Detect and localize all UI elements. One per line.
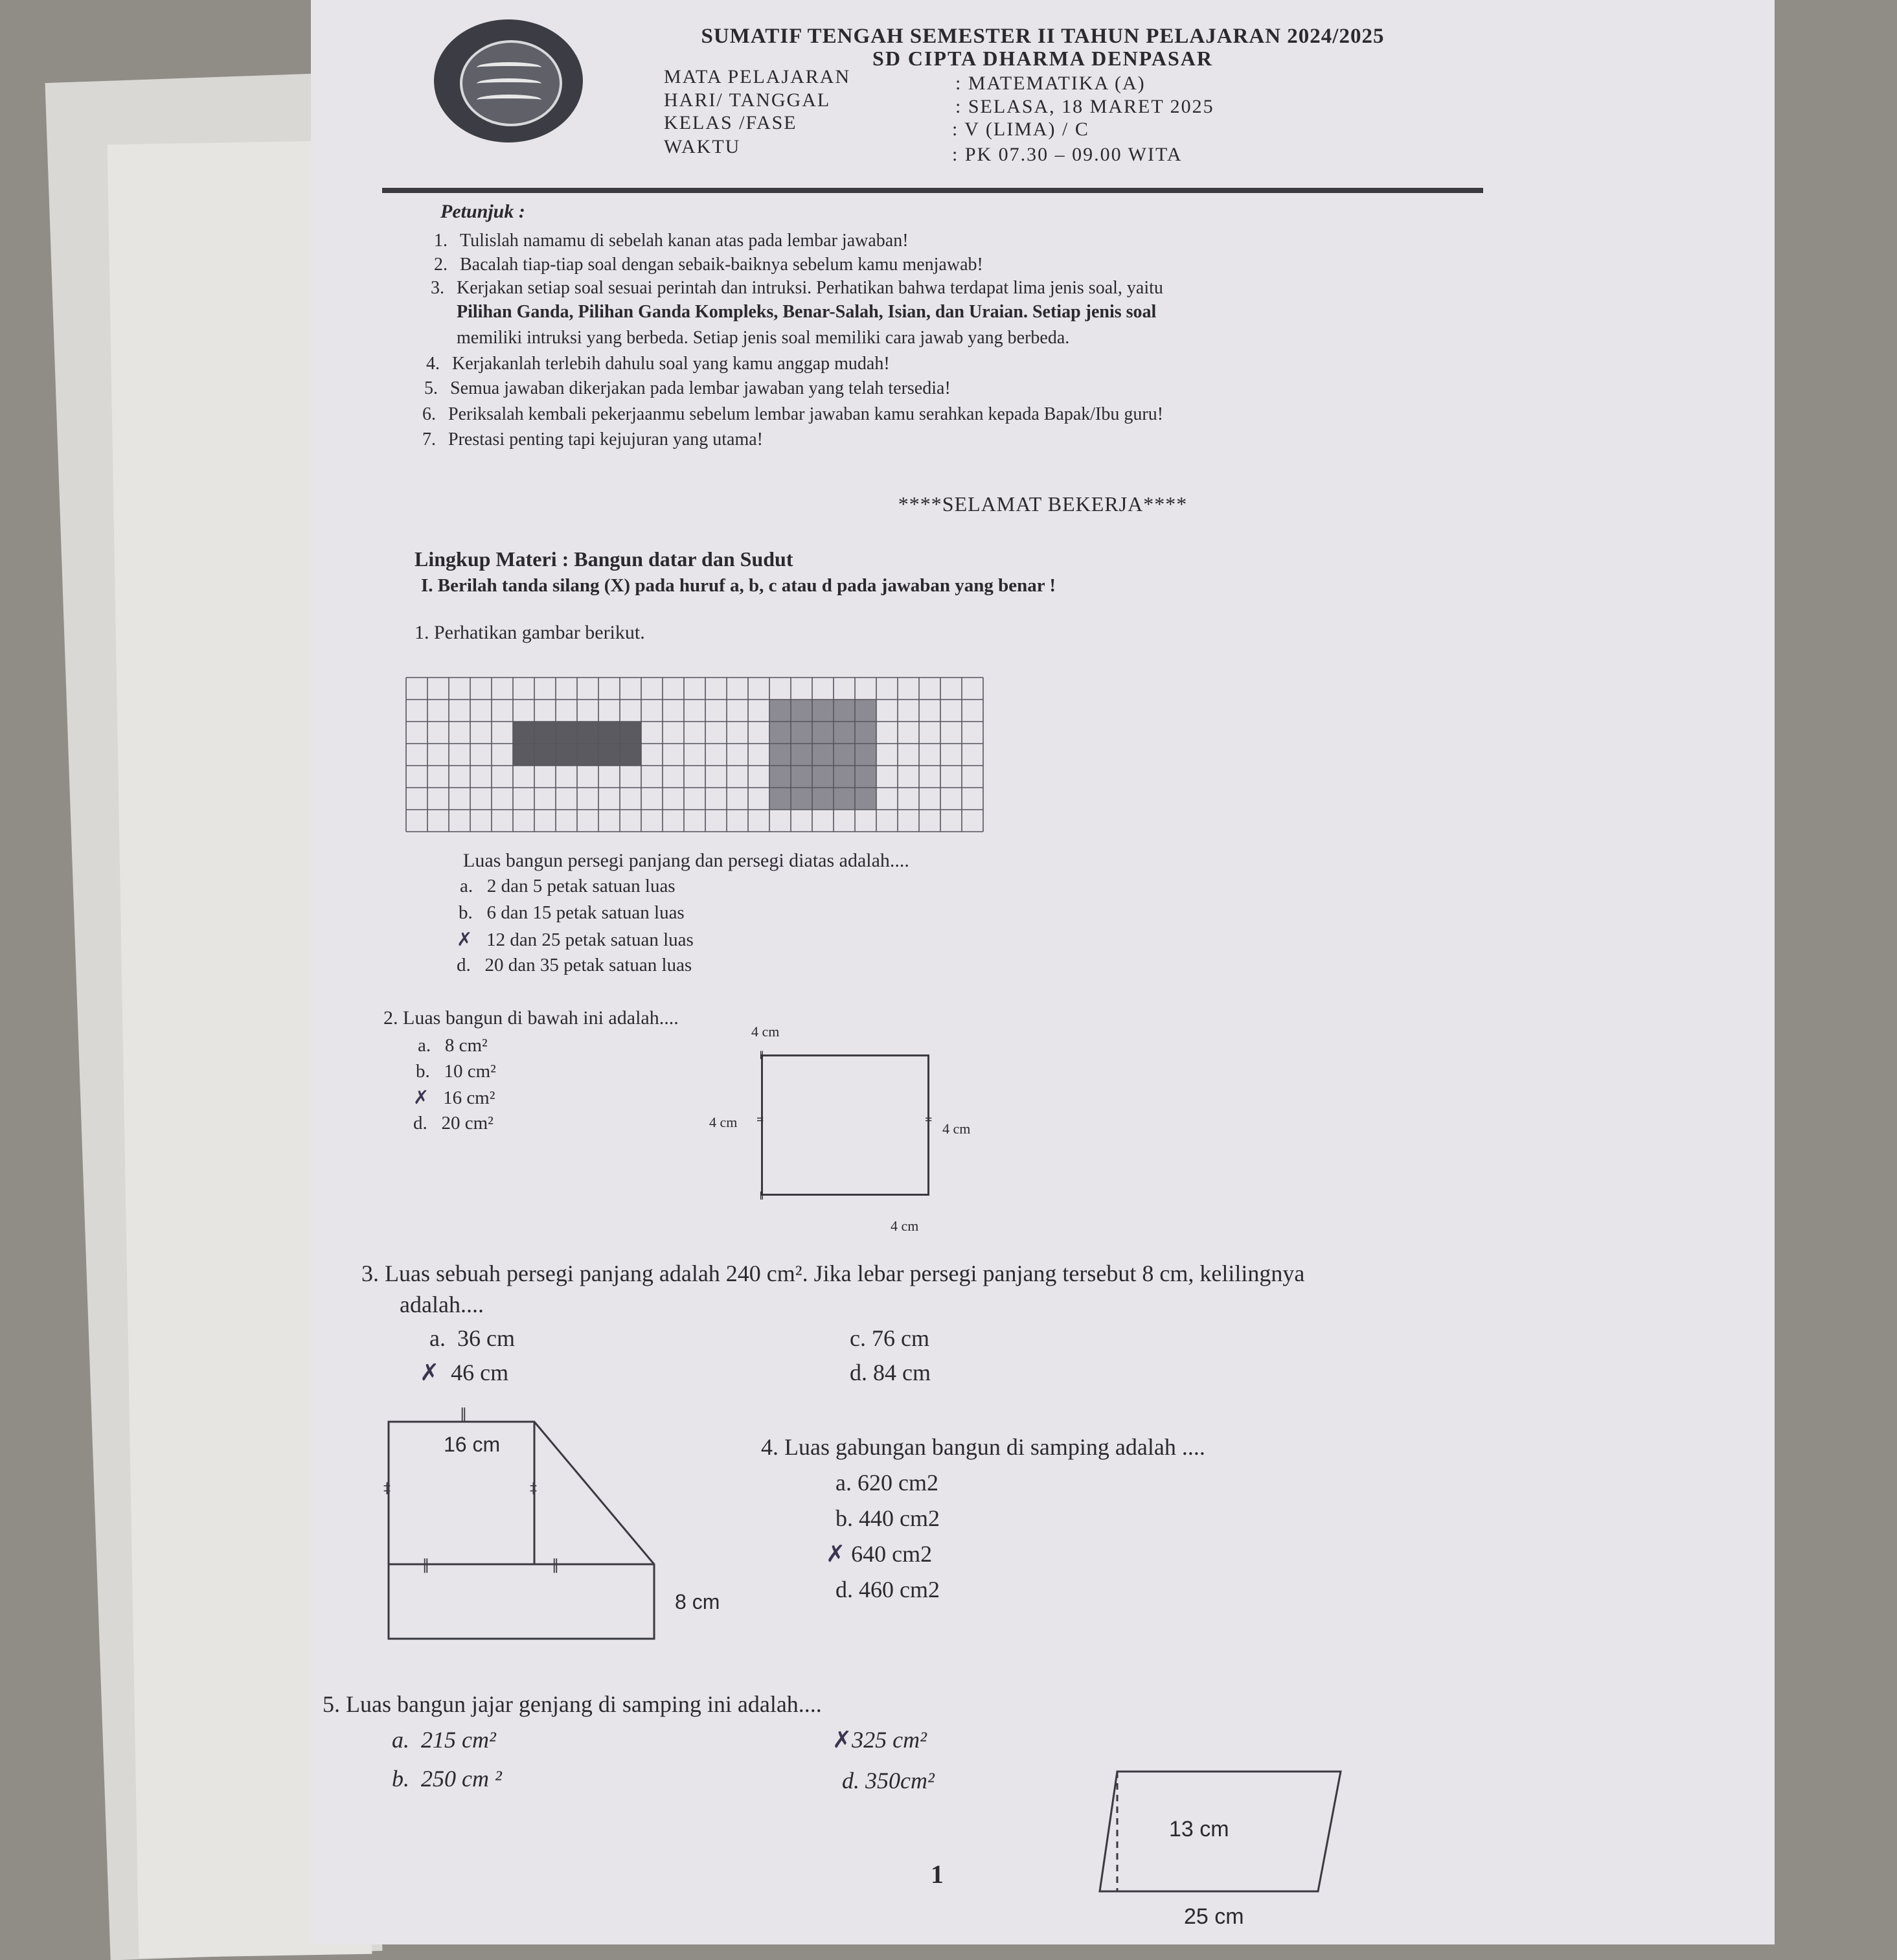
option-c-selected[interactable]: ✗325 cm²: [832, 1727, 927, 1753]
option-c-selected[interactable]: ✗ 12 dan 25 petak satuan luas: [457, 928, 694, 950]
instructions-title: Petunjuk :: [440, 201, 525, 222]
option-b-selected[interactable]: ✗ 46 cm: [420, 1360, 509, 1386]
instruction-item: 1. Tulislah namamu di sebelah kanan atas pada lembar jawaban!: [434, 231, 909, 251]
header-value: : V (LIMA) / C: [952, 119, 1089, 140]
instruction-item: memiliki intruksi yang berbeda. Setiap jenis soal memiliki cara jawab yang berbeda.: [457, 328, 1070, 348]
parallelogram-height-label: 13 cm: [1169, 1817, 1229, 1841]
square-label-left: 4 cm: [709, 1114, 738, 1130]
tick-mark: ‖: [760, 1189, 764, 1202]
option-c-selected[interactable]: ✗ 640 cm2: [826, 1541, 933, 1567]
shaded-square: [769, 700, 876, 810]
parallelogram-base-label: 25 cm: [1184, 1904, 1244, 1929]
option-b[interactable]: b. 440 cm2: [835, 1505, 940, 1531]
cross-mark-icon: ✗: [420, 1360, 440, 1386]
header-label: KELAS /FASE: [664, 112, 797, 133]
option-d[interactable]: d. 460 cm2: [835, 1577, 940, 1602]
school-name: SD CIPTA DHARMA DENPASAR: [872, 47, 1213, 70]
instruction-item: 5. Semua jawaban dikerjakan pada lembar jawaban yang telah tersedia!: [424, 378, 951, 398]
scope-heading: Lingkup Materi : Bangun datar dan Sudut: [415, 547, 793, 571]
option-b[interactable]: b. 6 dan 15 petak satuan luas: [459, 902, 685, 923]
header-divider: [382, 188, 1483, 193]
header-label: HARI/ TANGGAL: [664, 89, 831, 111]
header-value: : MATEMATIKA (A): [955, 73, 1146, 94]
section-instruction: I. Berilah tanda silang (X) pada huruf a, b, c atau d pada jawaban yang benar !: [421, 575, 1056, 596]
tick-mark: =: [756, 1113, 764, 1127]
tick-mark: ‖: [760, 1049, 764, 1062]
option-d[interactable]: d. 350cm²: [842, 1768, 935, 1794]
svg-text:‖: ‖: [460, 1406, 467, 1422]
instruction-item: Pilihan Ganda, Pilihan Ganda Kompleks, Benar-Salah, Isian, dan Uraian. Setiap jenis soal: [457, 302, 1157, 322]
instruction-item: 2. Bacalah tiap-tiap soal dengan sebaik-baiknya sebelum kamu menjawab!: [434, 255, 983, 275]
composite-label-right: 8 cm: [675, 1590, 720, 1613]
svg-text:‡: ‡: [530, 1481, 537, 1497]
option-d[interactable]: d. 84 cm: [850, 1360, 931, 1385]
composite-label-top: 16 cm: [444, 1433, 501, 1456]
option-a[interactable]: a. 620 cm2: [835, 1470, 938, 1496]
tick-mark: =: [925, 1113, 933, 1127]
good-luck-banner: ****SELAMAT BEKERJA****: [898, 492, 1188, 516]
instruction-item: 4. Kerjakanlah terlebih dahulu soal yang kamu anggap mudah!: [426, 354, 890, 374]
header-value: : PK 07.30 – 09.00 WITA: [952, 144, 1183, 165]
exam-title: SUMATIF TENGAH SEMESTER II TAHUN PELAJARAN 2024/2025: [701, 25, 1385, 48]
instruction-item: 7. Prestasi penting tapi kejujuran yang utama!: [422, 429, 763, 450]
option-c[interactable]: c. 76 cm: [850, 1325, 929, 1351]
square-figure: [761, 1054, 929, 1196]
header-value: : SELASA, 18 MARET 2025: [955, 96, 1214, 117]
option-b[interactable]: b. 250 cm ²: [392, 1766, 502, 1792]
question-3-text: 3. Luas sebuah persegi panjang adalah 240 cm². Jika lebar persegi panjang tersebut 8 cm, kelilingnya: [361, 1260, 1305, 1286]
option-d[interactable]: d. 20 cm²: [413, 1113, 494, 1134]
option-d[interactable]: d. 20 dan 35 petak satuan luas: [457, 955, 692, 975]
question-1-text: Luas bangun persegi panjang dan persegi diatas adalah....: [463, 850, 909, 871]
question-4-text: 4. Luas gabungan bangun di samping adalah ....: [761, 1434, 1205, 1460]
square-label-right: 4 cm: [942, 1121, 971, 1137]
exam-page: [311, 0, 1775, 1944]
option-a[interactable]: a. 215 cm²: [392, 1727, 496, 1753]
question-2-text: 2. Luas bangun di bawah ini adalah....: [383, 1007, 679, 1029]
option-b[interactable]: b. 10 cm²: [416, 1061, 496, 1082]
svg-text:‡: ‡: [383, 1481, 391, 1497]
cross-mark-icon: ✗: [832, 1727, 852, 1753]
square-label-top: 4 cm: [751, 1023, 780, 1040]
question-5-text: 5. Luas bangun jajar genjang di samping ini adalah....: [323, 1691, 822, 1717]
cross-mark-icon: ✗: [826, 1541, 846, 1567]
question-1-prompt: 1. Perhatikan gambar berikut.: [415, 622, 645, 643]
instruction-item: 6. Periksalah kembali pekerjaanmu sebelum lembar jawaban kamu serahkan kepada Bapak/Ibu guru!: [422, 404, 1164, 424]
option-a[interactable]: a. 2 dan 5 petak satuan luas: [460, 876, 676, 896]
page-number: 1: [931, 1860, 944, 1889]
instruction-item: 3. Kerjakan setiap soal sesuai perintah dan intruksi. Perhatikan bahwa terdapat lima jenis soal, yaitu: [431, 278, 1163, 298]
option-c-selected[interactable]: ✗ 16 cm²: [413, 1086, 495, 1108]
square-label-bottom: 4 cm: [891, 1218, 919, 1234]
cross-mark-icon: ✗: [413, 1086, 429, 1108]
grid-figure: [405, 676, 981, 838]
question-3-text-continued: adalah....: [400, 1292, 484, 1317]
svg-text:‖: ‖: [552, 1557, 559, 1573]
option-a[interactable]: a. 36 cm: [429, 1325, 515, 1351]
cross-mark-icon: ✗: [457, 928, 473, 950]
svg-text:‖: ‖: [422, 1557, 429, 1573]
header-label: WAKTU: [664, 136, 741, 157]
option-a[interactable]: a. 8 cm²: [418, 1035, 488, 1056]
header-label: MATA PELAJARAN: [664, 66, 851, 87]
